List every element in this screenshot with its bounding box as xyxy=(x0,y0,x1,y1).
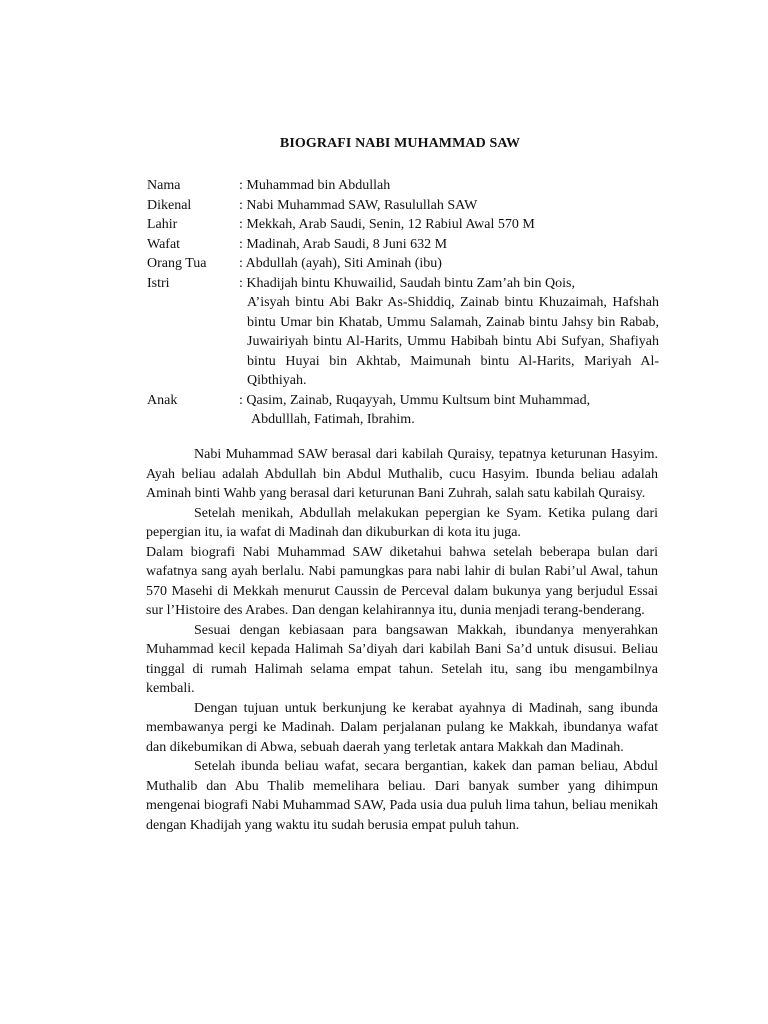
biodata-row-wafat xyxy=(147,235,659,255)
biodata-value: : Qasim, Zainab, Ruqayyah, Ummu Kultsum bint Muhammad, xyxy=(239,392,591,408)
biodata-label: Lahir xyxy=(147,217,178,232)
biodata-label: Orang Tua xyxy=(147,256,207,271)
biodata-row-nama xyxy=(147,176,659,196)
biodata-row-istri xyxy=(147,274,659,294)
paragraph: Dengan tujuan untuk berkunjung ke kerabat ayahnya di Madinah, sang ibunda membawanya pergi ke Madinah. Dalam perjalanan pulang ke Makkah, ibundanya wafat dan dikebumikan di Abwa, sebuah daerah yang terletak antara Makkah dan Madinah. xyxy=(146,700,658,755)
biodata-label: Anak xyxy=(147,392,178,408)
page-title: BIOGRAFI NABI MUHAMMAD SAW xyxy=(279,136,521,151)
biodata-istri-continuation: A’isyah bintu Abi Bakr As-Shiddiq, Zainab bintu Khuzaimah, Hafshah bintu Umar bin Khatab, Ummu Salamah, Zainab bintu Jahsy bin Rabab, Juwairiyah bintu Al-Harits, Ummu Habibah bintu Abi Sufyan, Shafiyah bintu Huyai bin Akhtab, Maimunah bintu Al-Harits, Mariyah Al-Qibthiyah. xyxy=(247,295,659,388)
biography-body xyxy=(146,445,658,835)
biodata-table xyxy=(147,176,659,430)
biodata-value: : Madinah, Arab Saudi, 8 Juni 632 M xyxy=(239,236,448,252)
biodata-label: Nama xyxy=(147,178,181,193)
paragraph: Nabi Muhammad SAW berasal dari kabilah Quraisy, tepatnya keturunan Hasyim. Ayah beliau adalah Abdullah bin Abdul Muthalib, cucu Hasyim. Ibunda beliau adalah Aminah binti Wahb yang berasal dari keturunan Bani Zuhrah, salah satu kabilah Quraisy. xyxy=(146,447,658,501)
biodata-label: Wafat xyxy=(147,236,181,252)
paragraph: Dalam biografi Nabi Muhammad SAW diketahui bahwa setelah beberapa bulan dari wafatnya sang ayah berlalu. Nabi pamungkas para nabi lahir di bulan Rabi’ul Awal, tahun 570 Masehi di Mekkah menurut Caussin de Perceval dalam bukunya yang berjudul Essai sur l’Histoire des Arabes. Dan dengan kelahirannya itu, dunia menjadi terang-benderang. xyxy=(146,544,658,618)
biodata-row-orang-tua xyxy=(147,254,659,274)
biodata-value: : Khadijah bintu Khuwailid, Saudah bintu Zam’ah bin Qois, xyxy=(239,275,575,291)
biodata-value: : Abdullah (ayah), Siti Aminah (ibu) xyxy=(239,256,442,271)
biodata-value: : Mekkah, Arab Saudi, Senin, 12 Rabiul Awal 570 M xyxy=(239,217,535,232)
biodata-label: Istri xyxy=(147,275,170,291)
paragraph: Setelah ibunda beliau wafat, secara bergantian, kakek dan paman beliau, Abdul Muthalib dan Abu Thalib memelihara beliau. Dari banyak sumber yang dihimpun mengenai biografi Nabi Muhammad SAW, Pada usia dua puluh lima tahun, beliau menikah dengan Khadijah yang waktu itu sudah berusia empat puluh tahun. xyxy=(146,759,658,833)
biodata-label: Dikenal xyxy=(147,197,192,213)
biodata-value: : Nabi Muhammad SAW, Rasulullah SAW xyxy=(239,197,478,213)
biodata-value: : Muhammad bin Abdullah xyxy=(239,178,391,193)
biodata-row-anak xyxy=(147,391,659,411)
biodata-anak-continuation: Abdulllah, Fatimah, Ibrahim. xyxy=(251,412,415,427)
biodata-row-dikenal xyxy=(147,196,659,216)
paragraph: Sesuai dengan kebiasaan para bangsawan Makkah, ibundanya menyerahkan Muhammad kecil kepada Halimah Sa’diyah dari kabilah Bani Sa’d untuk disusui. Beliau tinggal di rumah Halimah selama empat tahun. Setelah itu, sang ibu mengambilnya kembali. xyxy=(146,622,658,696)
paragraph: Setelah menikah, Abdullah melakukan pepergian ke Syam. Ketika pulang dari pepergian itu, ia wafat di Madinah dan dikuburkan di kota itu juga. xyxy=(146,505,658,540)
biodata-row-lahir xyxy=(147,215,659,235)
